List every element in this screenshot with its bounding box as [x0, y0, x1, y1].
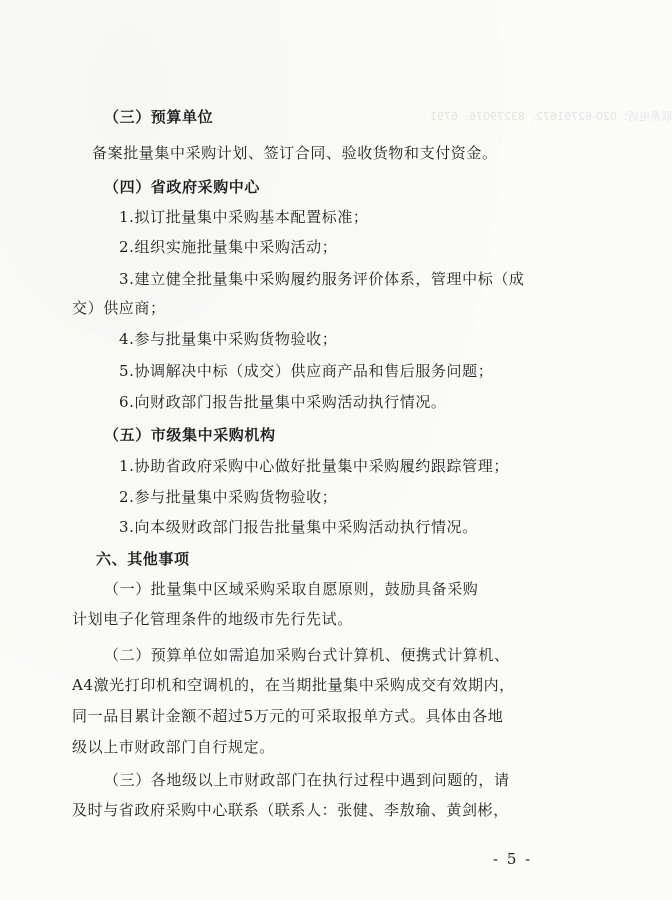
paragraph-line: 计划电子化管理条件的地级市先行先试。 [72, 610, 353, 628]
paragraph-line: （三）各地级以上市财政部门在执行过程中遇到问题的，请 [104, 771, 510, 789]
list-item: 2.参与批量集中采购货物验收； [119, 488, 338, 506]
paragraph-line: A4激光打印机和空调机的，在当期批量集中采购成交有效期内， [72, 676, 515, 694]
list-item: 5.协调解决中标（成交）供应商产品和售后服务问题； [119, 362, 494, 380]
paragraph-line: （二）预算单位如需追加采购台式计算机、便携式计算机、 [104, 646, 510, 664]
page-number: - 5 - [493, 850, 533, 868]
paragraph-line: 备案批量集中采购计划、签订合同、验收货物和支付资金。 [92, 144, 498, 162]
section-heading-city-agency: （五）市级集中采购机构 [104, 426, 276, 444]
list-item: 3.建立健全批量集中采购履约服务评价体系，管理中标（成 [119, 270, 525, 288]
list-item: 4.参与批量集中采购货物验收； [119, 330, 338, 348]
list-item: 2.组织实施批量集中采购活动； [119, 238, 338, 256]
list-item: 1.拟订批量集中采购基本配置标准； [119, 208, 369, 226]
paragraph-line: 同一品目累计金额不超过5万元的可采取报单方式。具体由各地 [72, 707, 504, 725]
list-item: 3.向本级财政部门报告批量集中采购活动执行情况。 [119, 518, 478, 536]
paragraph-line: 级以上市财政部门自行规定。 [72, 738, 275, 756]
list-item: 6.向财政部门报告批量集中采购活动执行情况。 [119, 393, 447, 411]
list-item-continuation: 交）供应商； [72, 299, 166, 317]
section-heading-budget-unit: （三）预算单位 [104, 108, 214, 126]
list-item: 1.协助省政府采购中心做好批量集中采购履约跟踪管理； [119, 457, 509, 475]
paragraph-line: 及时与省政府采购中心联系（联系人：张健、李敖瑜、黄剑彬， [72, 801, 509, 819]
section-heading-other-matters: 六、其他事项 [96, 550, 190, 568]
paragraph-line: （一）批量集中区域采购采取自愿原则，鼓励具备采购 [104, 580, 479, 598]
bleed-through-text: 联系电话：020-62791672、83279076、6791 [430, 110, 672, 123]
section-heading-provincial-center: （四）省政府采购中心 [104, 178, 261, 196]
